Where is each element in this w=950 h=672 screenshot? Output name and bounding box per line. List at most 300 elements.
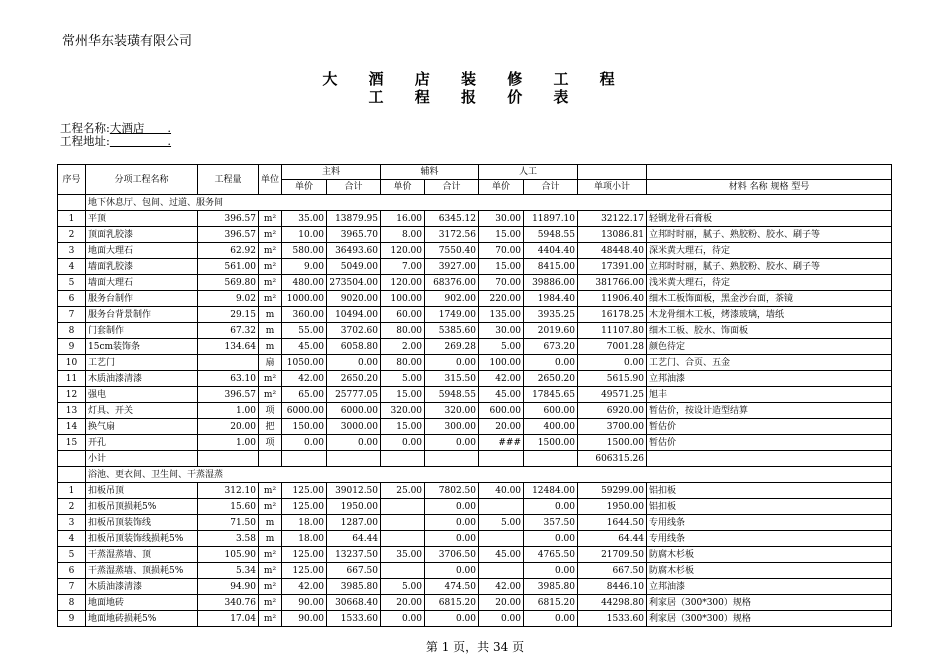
cell-main-price: 0.00 (282, 435, 327, 451)
table-row (58, 403, 892, 419)
cell-main-total: 1950.00 (327, 499, 381, 515)
cell-main-total: 9020.00 (327, 291, 381, 307)
cell-main-total: 30668.40 (327, 595, 381, 611)
cell-unit: m² (259, 547, 282, 563)
cell-aux-price: 60.00 (381, 307, 425, 323)
page-footer: 第 1 页，共 34 页 (425, 640, 525, 654)
cell-labor-total: 0.00 (524, 531, 578, 547)
cell-aux-price (381, 563, 425, 579)
cell-aux-price: 15.00 (381, 387, 425, 403)
cell-aux-total: 474.50 (425, 579, 479, 595)
cell-labor-total: 357.50 (524, 515, 578, 531)
cell-aux-total: 300.00 (425, 419, 479, 435)
cell-aux-total: 3172.56 (425, 227, 479, 243)
cell-main-price: 1050.00 (282, 355, 327, 371)
cell-labor-total: 673.20 (524, 339, 578, 355)
cell-qty (198, 355, 259, 371)
cell-seq: 15 (58, 435, 86, 451)
cell-main-total: 64.44 (327, 531, 381, 547)
cell-seq: 3 (58, 243, 86, 259)
cell-seq: 11 (58, 371, 86, 387)
table-header-row (58, 165, 892, 180)
cell-aux-price: 320.00 (381, 403, 425, 419)
cell-seq: 9 (58, 339, 86, 355)
cell-aux-total: 0.00 (425, 499, 479, 515)
cell-subtotal: 17391.00 (578, 259, 647, 275)
cell-main-price: 65.00 (282, 387, 327, 403)
header-seq: 序号 (58, 165, 86, 195)
cell-aux-price: 5.00 (381, 371, 425, 387)
cell-unit: m² (259, 595, 282, 611)
table-row (58, 563, 892, 579)
header-main-material: 主料 (282, 165, 381, 180)
cell-labor-total: 0.00 (524, 499, 578, 515)
cell-main-total: 39012.50 (327, 483, 381, 499)
cell-unit: m² (259, 211, 282, 227)
cell-aux-price: 80.00 (381, 355, 425, 371)
header-materials: 材料 名称 规格 型号 (647, 180, 892, 195)
cell-labor-total: 5948.55 (524, 227, 578, 243)
cell-aux-price: 120.00 (381, 275, 425, 291)
cell-unit: m² (259, 243, 282, 259)
table-row (58, 611, 892, 627)
table-row (58, 275, 892, 291)
cell-aux-price: 25.00 (381, 483, 425, 499)
cell-main-price: 125.00 (282, 483, 327, 499)
cell-unit: m² (259, 563, 282, 579)
cell-subtotal: 32122.17 (578, 211, 647, 227)
cell-labor-price: 100.00 (479, 355, 524, 371)
header-blank (647, 165, 892, 180)
cell-materials: 立邦油漆 (647, 371, 892, 387)
cell-materials: 旭丰 (647, 387, 892, 403)
cell-main-price: 6000.00 (282, 403, 327, 419)
cell-qty: 71.50 (198, 515, 259, 531)
cell-qty: 569.80 (198, 275, 259, 291)
cell-subtotal: 48448.40 (578, 243, 647, 259)
table-row (58, 307, 892, 323)
cell-materials: 暂估价，按设计造型结算 (647, 403, 892, 419)
cell-qty (198, 451, 259, 467)
cell-seq (58, 195, 86, 211)
cell-labor-price: 5.00 (479, 515, 524, 531)
table-row (58, 339, 892, 355)
cell-labor-total: 0.00 (524, 563, 578, 579)
cell-main-total: 0.00 (327, 435, 381, 451)
cell-unit: m² (259, 499, 282, 515)
table-row (58, 227, 892, 243)
cell-unit: m² (259, 227, 282, 243)
header-main-total: 合计 (327, 180, 381, 195)
document-subtitle: 工 程 报 价 表 (368, 88, 582, 106)
cell-aux-price (381, 531, 425, 547)
cell-item-name: 工艺门 (86, 355, 198, 371)
cell-aux-price: 2.00 (381, 339, 425, 355)
cell-main-price: 580.00 (282, 243, 327, 259)
cell-unit: m² (259, 275, 282, 291)
cell-unit: m (259, 307, 282, 323)
cell-materials: 轻钢龙骨石膏板 (647, 211, 892, 227)
cell-labor-price: 42.00 (479, 371, 524, 387)
cell-qty: 3.58 (198, 531, 259, 547)
cell-labor-total: 2650.20 (524, 371, 578, 387)
cell-unit: m (259, 339, 282, 355)
cell-aux-price: 16.00 (381, 211, 425, 227)
cell-labor-price: 0.00 (479, 611, 524, 627)
table-row (58, 355, 892, 371)
cell-labor-price (479, 499, 524, 515)
cell-subtotal: 3700.00 (578, 419, 647, 435)
cell-labor-total: 400.00 (524, 419, 578, 435)
cell-main-price: 42.00 (282, 579, 327, 595)
cell-aux-total: 3927.00 (425, 259, 479, 275)
cell-subtotal: 59299.00 (578, 483, 647, 499)
cell-labor-price: 600.00 (479, 403, 524, 419)
cell-unit: m² (259, 579, 282, 595)
cell-labor-price (479, 531, 524, 547)
cell-aux-total: 1749.00 (425, 307, 479, 323)
cell-seq: 7 (58, 307, 86, 323)
project-name-label: 工程名称: (60, 121, 110, 135)
cell-main-total: 10494.00 (327, 307, 381, 323)
cell-item-name: 地面地砖损耗5% (86, 611, 198, 627)
cell-seq: 9 (58, 611, 86, 627)
cell-main-price: 10.00 (282, 227, 327, 243)
cell-materials: 立邦时时丽，腻子、熟胶粉、胶水、刷子等 (647, 259, 892, 275)
cell-unit: m (259, 515, 282, 531)
cell-main-total: 273504.00 (327, 275, 381, 291)
table-row (58, 211, 892, 227)
quotation-table (57, 164, 892, 627)
cell-unit: 扇 (259, 355, 282, 371)
cell-seq (58, 467, 86, 483)
cell-labor-price (479, 563, 524, 579)
table-row (58, 531, 892, 547)
cell-item-name: 换气扇 (86, 419, 198, 435)
cell-seq: 8 (58, 595, 86, 611)
cell-labor-price: 20.00 (479, 595, 524, 611)
cell-seq: 14 (58, 419, 86, 435)
table-row (58, 323, 892, 339)
cell-main-price: 480.00 (282, 275, 327, 291)
cell-labor-price: 70.00 (479, 275, 524, 291)
cell-item-name: 平顶 (86, 211, 198, 227)
cell-labor-price: 30.00 (479, 323, 524, 339)
cell-labor-total: 39886.00 (524, 275, 578, 291)
cell-main-total: 3965.70 (327, 227, 381, 243)
cell-labor-total: 4765.50 (524, 547, 578, 563)
cell-item-name: 顶面乳胶漆 (86, 227, 198, 243)
cell-labor-total: 2019.60 (524, 323, 578, 339)
cell-aux-price: 80.00 (381, 323, 425, 339)
cell-materials: 防腐木杉板 (647, 563, 892, 579)
cell-unit: 把 (259, 419, 282, 435)
cell-materials: 细木工板饰面板，黑金沙台面，茶镜 (647, 291, 892, 307)
cell-subtotal: 11906.40 (578, 291, 647, 307)
cell-seq: 5 (58, 547, 86, 563)
cell-aux-total: 0.00 (425, 563, 479, 579)
cell-main-price: 18.00 (282, 531, 327, 547)
cell-labor-total: 1500.00 (524, 435, 578, 451)
cell-labor-total: 3935.25 (524, 307, 578, 323)
cell-aux-total: 6815.20 (425, 595, 479, 611)
cell-main-total: 5049.00 (327, 259, 381, 275)
cell-item-name: 木质油漆清漆 (86, 579, 198, 595)
cell-labor-price: 40.00 (479, 483, 524, 499)
cell-item-name: 服务台制作 (86, 291, 198, 307)
cell-seq: 8 (58, 323, 86, 339)
cell-item-name: 强电 (86, 387, 198, 403)
cell-qty: 1.00 (198, 435, 259, 451)
cell-labor-price: 15.00 (479, 227, 524, 243)
cell-item-name: 干蒸湿蒸墙、顶 (86, 547, 198, 563)
table-row (58, 515, 892, 531)
cell-subtotal: 6920.00 (578, 403, 647, 419)
cell-subtotal: 5615.90 (578, 371, 647, 387)
cell-unit: m (259, 531, 282, 547)
header-aux-price: 单价 (381, 180, 425, 195)
cell-subtotal: 64.44 (578, 531, 647, 547)
cell-aux-price: 20.00 (381, 595, 425, 611)
cell-aux-total: 0.00 (425, 611, 479, 627)
cell-main-price: 18.00 (282, 515, 327, 531)
header-subtotal: 单项小计 (578, 180, 647, 195)
cell-item-name: 服务台背景制作 (86, 307, 198, 323)
cell-materials (647, 451, 892, 467)
cell-materials: 暂估价 (647, 419, 892, 435)
cell-aux-price (381, 515, 425, 531)
cell-labor-total: 17845.65 (524, 387, 578, 403)
cell-subtotal: 381766.00 (578, 275, 647, 291)
cell-qty: 67.32 (198, 323, 259, 339)
cell-materials: 铝扣板 (647, 499, 892, 515)
cell-qty: 312.10 (198, 483, 259, 499)
cell-labor-price: 45.00 (479, 547, 524, 563)
cell-item-name: 干蒸湿蒸墙、顶损耗5% (86, 563, 198, 579)
cell-materials: 木龙骨细木工板，烤漆玻璃，墙纸 (647, 307, 892, 323)
cell-qty: 29.15 (198, 307, 259, 323)
cell-aux-total: 0.00 (425, 515, 479, 531)
cell-main-price: 1000.00 (282, 291, 327, 307)
cell-labor-total: 12484.00 (524, 483, 578, 499)
cell-labor-price: 70.00 (479, 243, 524, 259)
cell-labor-total (524, 451, 578, 467)
cell-item-name: 扣板吊顶 (86, 483, 198, 499)
cell-main-price: 360.00 (282, 307, 327, 323)
cell-aux-price (381, 451, 425, 467)
cell-seq: 12 (58, 387, 86, 403)
table-row (58, 483, 892, 499)
cell-main-total: 13879.95 (327, 211, 381, 227)
cell-labor-total: 8415.00 (524, 259, 578, 275)
cell-item-name: 扣板吊顶装饰线损耗5% (86, 531, 198, 547)
header-aux-material: 辅料 (381, 165, 479, 180)
cell-item-name: 小计 (86, 451, 198, 467)
cell-seq: 5 (58, 275, 86, 291)
table-row (58, 451, 892, 467)
cell-aux-total: 902.00 (425, 291, 479, 307)
cell-aux-total: 0.00 (425, 435, 479, 451)
table-row (58, 419, 892, 435)
header-blank (578, 165, 647, 180)
cell-item-name: 墙面大理石 (86, 275, 198, 291)
table-row (58, 579, 892, 595)
cell-materials: 利家居（300*300）规格 (647, 595, 892, 611)
cell-qty: 63.10 (198, 371, 259, 387)
cell-seq: 13 (58, 403, 86, 419)
cell-main-total: 2650.20 (327, 371, 381, 387)
project-name-value: 大酒店 . (109, 121, 172, 135)
cell-materials: 专用线条 (647, 515, 892, 531)
header-main-price: 单价 (282, 180, 327, 195)
cell-aux-total: 0.00 (425, 531, 479, 547)
cell-item-name: 15cm装饰条 (86, 339, 198, 355)
cell-item-name: 开孔 (86, 435, 198, 451)
cell-labor-total: 4404.40 (524, 243, 578, 259)
cell-qty: 561.00 (198, 259, 259, 275)
table-row (58, 387, 892, 403)
cell-aux-price: 35.00 (381, 547, 425, 563)
cell-main-price: 42.00 (282, 371, 327, 387)
cell-unit: m² (259, 611, 282, 627)
cell-aux-price: 8.00 (381, 227, 425, 243)
cell-main-total: 6000.00 (327, 403, 381, 419)
cell-labor-price: ### (479, 435, 524, 451)
cell-subtotal: 667.50 (578, 563, 647, 579)
table-row (58, 243, 892, 259)
cell-aux-price: 100.00 (381, 291, 425, 307)
cell-qty: 396.57 (198, 211, 259, 227)
cell-labor-price: 15.00 (479, 259, 524, 275)
cell-labor-total: 600.00 (524, 403, 578, 419)
cell-main-total: 36493.60 (327, 243, 381, 259)
cell-seq: 2 (58, 499, 86, 515)
cell-main-price: 55.00 (282, 323, 327, 339)
cell-aux-total: 320.00 (425, 403, 479, 419)
cell-item-name: 门套制作 (86, 323, 198, 339)
cell-labor-price: 42.00 (479, 579, 524, 595)
cell-item-name: 扣板吊顶装饰线 (86, 515, 198, 531)
cell-subtotal: 16178.25 (578, 307, 647, 323)
cell-seq: 6 (58, 563, 86, 579)
header-labor-price: 单价 (479, 180, 524, 195)
cell-aux-total: 68376.00 (425, 275, 479, 291)
cell-labor-total: 6815.20 (524, 595, 578, 611)
cell-aux-total: 5385.60 (425, 323, 479, 339)
cell-qty: 94.90 (198, 579, 259, 595)
cell-qty: 15.60 (198, 499, 259, 515)
cell-subtotal: 606315.26 (578, 451, 647, 467)
cell-unit: 项 (259, 435, 282, 451)
cell-subtotal: 1533.60 (578, 611, 647, 627)
cell-qty: 340.76 (198, 595, 259, 611)
header-item: 分项工程名称 (86, 165, 198, 195)
cell-qty: 5.34 (198, 563, 259, 579)
cell-main-price: 150.00 (282, 419, 327, 435)
cell-aux-total: 7550.40 (425, 243, 479, 259)
cell-aux-price: 7.00 (381, 259, 425, 275)
cell-aux-price: 15.00 (381, 419, 425, 435)
header-aux-total: 合计 (425, 180, 479, 195)
cell-seq: 10 (58, 355, 86, 371)
cell-main-price: 90.00 (282, 611, 327, 627)
cell-main-price: 9.00 (282, 259, 327, 275)
cell-labor-total: 11897.10 (524, 211, 578, 227)
cell-subtotal: 44298.80 (578, 595, 647, 611)
cell-qty: 62.92 (198, 243, 259, 259)
cell-main-total: 1287.00 (327, 515, 381, 531)
cell-item-name: 木质油漆清漆 (86, 371, 198, 387)
cell-qty: 105.90 (198, 547, 259, 563)
cell-seq: 1 (58, 211, 86, 227)
cell-subtotal: 8446.10 (578, 579, 647, 595)
cell-unit: m (259, 323, 282, 339)
cell-materials: 利家居（300*300）规格 (647, 611, 892, 627)
cell-main-total (327, 451, 381, 467)
table-row (58, 291, 892, 307)
cell-aux-total: 269.28 (425, 339, 479, 355)
cell-labor-price: 20.00 (479, 419, 524, 435)
cell-main-total: 6058.80 (327, 339, 381, 355)
cell-labor-price: 220.00 (479, 291, 524, 307)
cell-item-name: 灯具、开关 (86, 403, 198, 419)
cell-materials: 暂估价 (647, 435, 892, 451)
cell-aux-total: 6345.12 (425, 211, 479, 227)
cell-aux-total: 7802.50 (425, 483, 479, 499)
table-row (58, 547, 892, 563)
cell-unit: m² (259, 483, 282, 499)
header-labor: 人工 (479, 165, 578, 180)
cell-subtotal: 1644.50 (578, 515, 647, 531)
cell-materials: 颜色待定 (647, 339, 892, 355)
cell-materials: 深米黄大理石，待定 (647, 243, 892, 259)
cell-labor-price: 5.00 (479, 339, 524, 355)
cell-seq: 4 (58, 531, 86, 547)
cell-materials: 防腐木杉板 (647, 547, 892, 563)
project-address-value: . (109, 134, 172, 148)
cell-labor-total: 0.00 (524, 355, 578, 371)
company-name: 常州华东装璜有限公司 (62, 34, 193, 49)
table-row (58, 499, 892, 515)
cell-labor-total: 3985.80 (524, 579, 578, 595)
cell-main-price: 90.00 (282, 595, 327, 611)
cell-item-name: 扣板吊顶损耗5% (86, 499, 198, 515)
cell-labor-price: 45.00 (479, 387, 524, 403)
table-row (58, 435, 892, 451)
cell-subtotal: 0.00 (578, 355, 647, 371)
cell-main-price: 45.00 (282, 339, 327, 355)
cell-main-total: 3000.00 (327, 419, 381, 435)
cell-unit: m² (259, 259, 282, 275)
cell-labor-price: 30.00 (479, 211, 524, 227)
cell-qty: 17.04 (198, 611, 259, 627)
cell-seq: 3 (58, 515, 86, 531)
cell-aux-price: 0.00 (381, 611, 425, 627)
section-title: 浴池、更衣间、卫生间、干蒸湿蒸 (86, 467, 892, 483)
cell-main-price: 125.00 (282, 547, 327, 563)
cell-subtotal: 7001.28 (578, 339, 647, 355)
cell-labor-total: 0.00 (524, 611, 578, 627)
cell-materials: 专用线条 (647, 531, 892, 547)
cell-materials: 浅米黄大理石，待定 (647, 275, 892, 291)
cell-seq: 4 (58, 259, 86, 275)
cell-main-total: 13237.50 (327, 547, 381, 563)
cell-qty: 134.64 (198, 339, 259, 355)
cell-aux-price (381, 499, 425, 515)
cell-qty: 1.00 (198, 403, 259, 419)
cell-aux-price: 5.00 (381, 579, 425, 595)
table-row (58, 371, 892, 387)
